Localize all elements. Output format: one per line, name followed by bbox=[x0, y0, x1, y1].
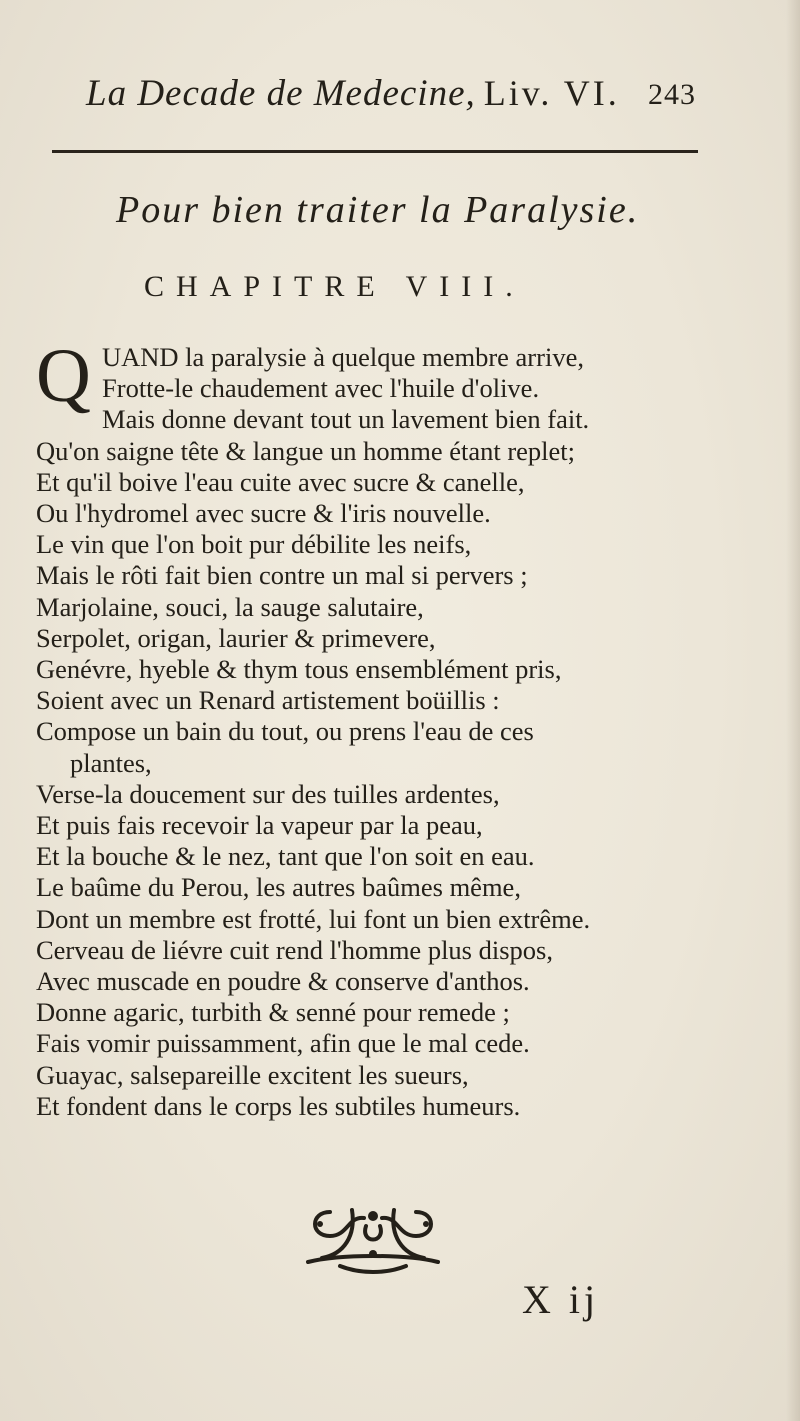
poem-line: Avec muscade en poudre & conserve d'anthos. bbox=[36, 966, 530, 997]
poem-line: Genévre, hyeble & thym tous ensemblément pris, bbox=[36, 654, 562, 685]
running-head-title: La Decade de Medecine, bbox=[86, 73, 476, 114]
poem-line: Cerveau de liévre cuit rend l'homme plus dispos, bbox=[36, 934, 553, 965]
poem-line: Soient avec un Renard artistement boüillis : bbox=[36, 685, 500, 716]
poem-line: Qu'on saigne tête & langue un homme étant replet; bbox=[36, 435, 576, 466]
poem-line-first: UAND la paralysie à quelque membre arrive, bbox=[102, 342, 584, 372]
page-edge-shadow bbox=[786, 0, 800, 1421]
poem-line: Donne agaric, turbith & senné pour remede ; bbox=[36, 997, 510, 1028]
chapter-heading: CHAPITRE VIII. bbox=[144, 270, 525, 303]
poem-line: Fais vomir puissamment, afin que le mal cede. bbox=[36, 1028, 530, 1059]
header-rule bbox=[52, 150, 698, 153]
poem-line: Serpolet, origan, laurier & primevere, bbox=[36, 622, 436, 653]
poem-line: Verse-la doucement sur des tuilles ardentes, bbox=[36, 778, 500, 809]
poem-line: Guayac, salsepareille excitent les sueurs, bbox=[36, 1059, 469, 1090]
poem-line: Le baûme du Perou, les autres baûmes même, bbox=[36, 872, 521, 903]
poem-line-continuation: plantes, bbox=[70, 747, 152, 778]
poem-line: Et qu'il boive l'eau cuite avec sucre & canelle, bbox=[36, 466, 525, 497]
page-number: 243 bbox=[648, 78, 696, 111]
signature-mark: X ij bbox=[522, 1277, 600, 1322]
fleuron-ornament-icon bbox=[300, 1196, 446, 1276]
poem-line: Marjolaine, souci, la sauge salutaire, bbox=[36, 591, 424, 622]
poem-line: Dont un membre est frotté, lui font un bien extrême. bbox=[36, 903, 591, 934]
poem-line: Le vin que l'on boit pur débilite les neifs, bbox=[36, 529, 472, 560]
poem-line: Ou l'hydromel avec sucre & l'iris nouvelle. bbox=[36, 498, 491, 529]
poem-line: Et fondent dans le corps les subtiles humeurs. bbox=[36, 1090, 521, 1121]
poem-line: Et la bouche & le nez, tant que l'on soit en eau. bbox=[36, 841, 535, 872]
poem-line: Compose un bain du tout, ou prens l'eau de ces bbox=[36, 716, 534, 747]
running-head bbox=[86, 72, 706, 132]
drop-cap: Q bbox=[36, 334, 91, 418]
poem-body bbox=[36, 334, 716, 1122]
section-title: Pour bien traiter la Paralysie. bbox=[116, 189, 640, 231]
running-head-book: Liv. VI. bbox=[483, 73, 620, 113]
poem-line: Mais le rôti fait bien contre un mal si pervers ; bbox=[36, 560, 528, 591]
poem-line: Frotte-le chaudement avec l'huile d'olive. bbox=[102, 373, 540, 404]
poem-line: Et puis fais recevoir la vapeur par la peau, bbox=[36, 810, 483, 841]
poem-line: Mais donne devant tout un lavement bien fait. bbox=[102, 404, 590, 435]
